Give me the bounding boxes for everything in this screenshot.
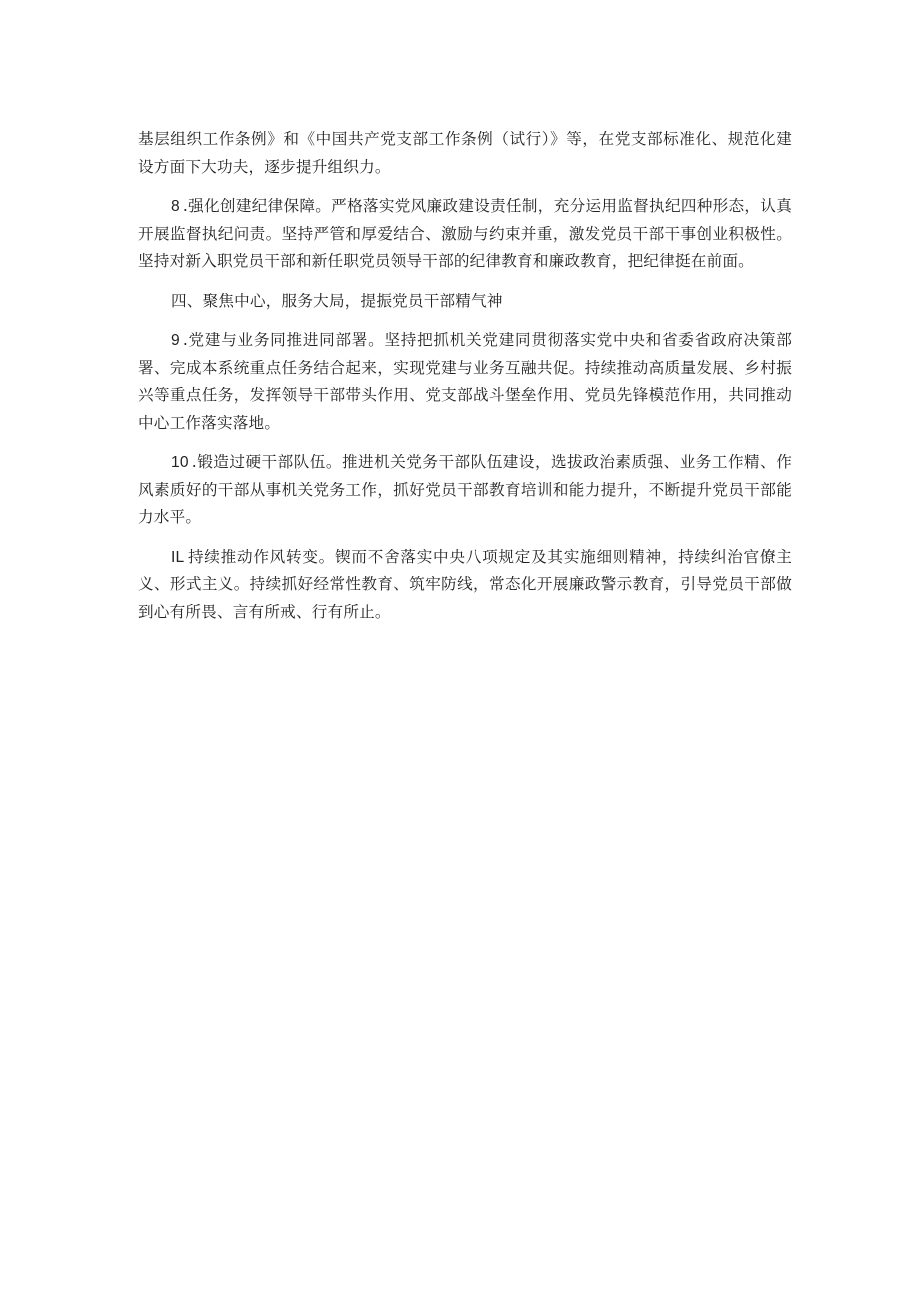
paragraph-item-11 — [138, 544, 792, 627]
paragraph-item-8 — [138, 193, 792, 276]
paragraph-text: .强化创建纪律保障。严格落实党风廉政建设责任制，充分运用监督执纪四种形态，认真开展监督执纪问责。坚持严管和厚爱结合、激励与约束并重，激发党员干部干事创业积极性。坚持对新入职党员干部和新任职党员领导干部的纪律教育和廉政教育，把纪律挺在前面。 — [138, 197, 792, 270]
paragraph-item-9 — [138, 327, 792, 437]
paragraph-text: 持续推动作风转变。锲而不舍落实中央八项规定及其实施细则精神，持续纠治官僚主义、形式主义。持续抓好经常性教育、筑牢防线，常态化开展廉政警示教育，引导党员干部做到心有所畏、言有所戒、行有所止。 — [138, 547, 792, 621]
document-page — [138, 126, 792, 638]
paragraph-text: .党建与业务同推进同部署。坚持把抓机关党建同贯彻落实党中央和省委省政府决策部署、完成本系统重点任务结合起来，实现党建与业务互融共促。持续推动高质量发展、乡村振兴等重点任务，发挥领导干部带头作用、党支部战斗堡垒作用、党员先锋模范作用，共同推动中心工作落实落地。 — [138, 331, 792, 432]
item-number: 10 — [171, 454, 189, 471]
item-number: 9 — [171, 332, 180, 349]
section-heading-4 — [138, 288, 792, 316]
paragraph-item-10 — [138, 449, 792, 532]
section-heading-text: 四、聚焦中心，服务大局，提振党员干部精气神 — [171, 291, 503, 310]
paragraph-text: .锻造过硬干部队伍。推进机关党务干部队伍建设，选拔政治素质强、业务工作精、作风素质好的干部从事机关党务工作，抓好党员干部教育培训和能力提升，不断提升党员干部能力水平。 — [138, 453, 792, 526]
item-number: 8 — [171, 198, 180, 215]
item-number: IL — [171, 548, 185, 566]
paragraph-text: 基层组织工作条例》和《中国共产党支部工作条例（试行）》等，在党支部标准化、规范化建设方面下大功夫，逐步提升组织力。 — [138, 130, 792, 176]
paragraph-continuation — [138, 126, 792, 181]
